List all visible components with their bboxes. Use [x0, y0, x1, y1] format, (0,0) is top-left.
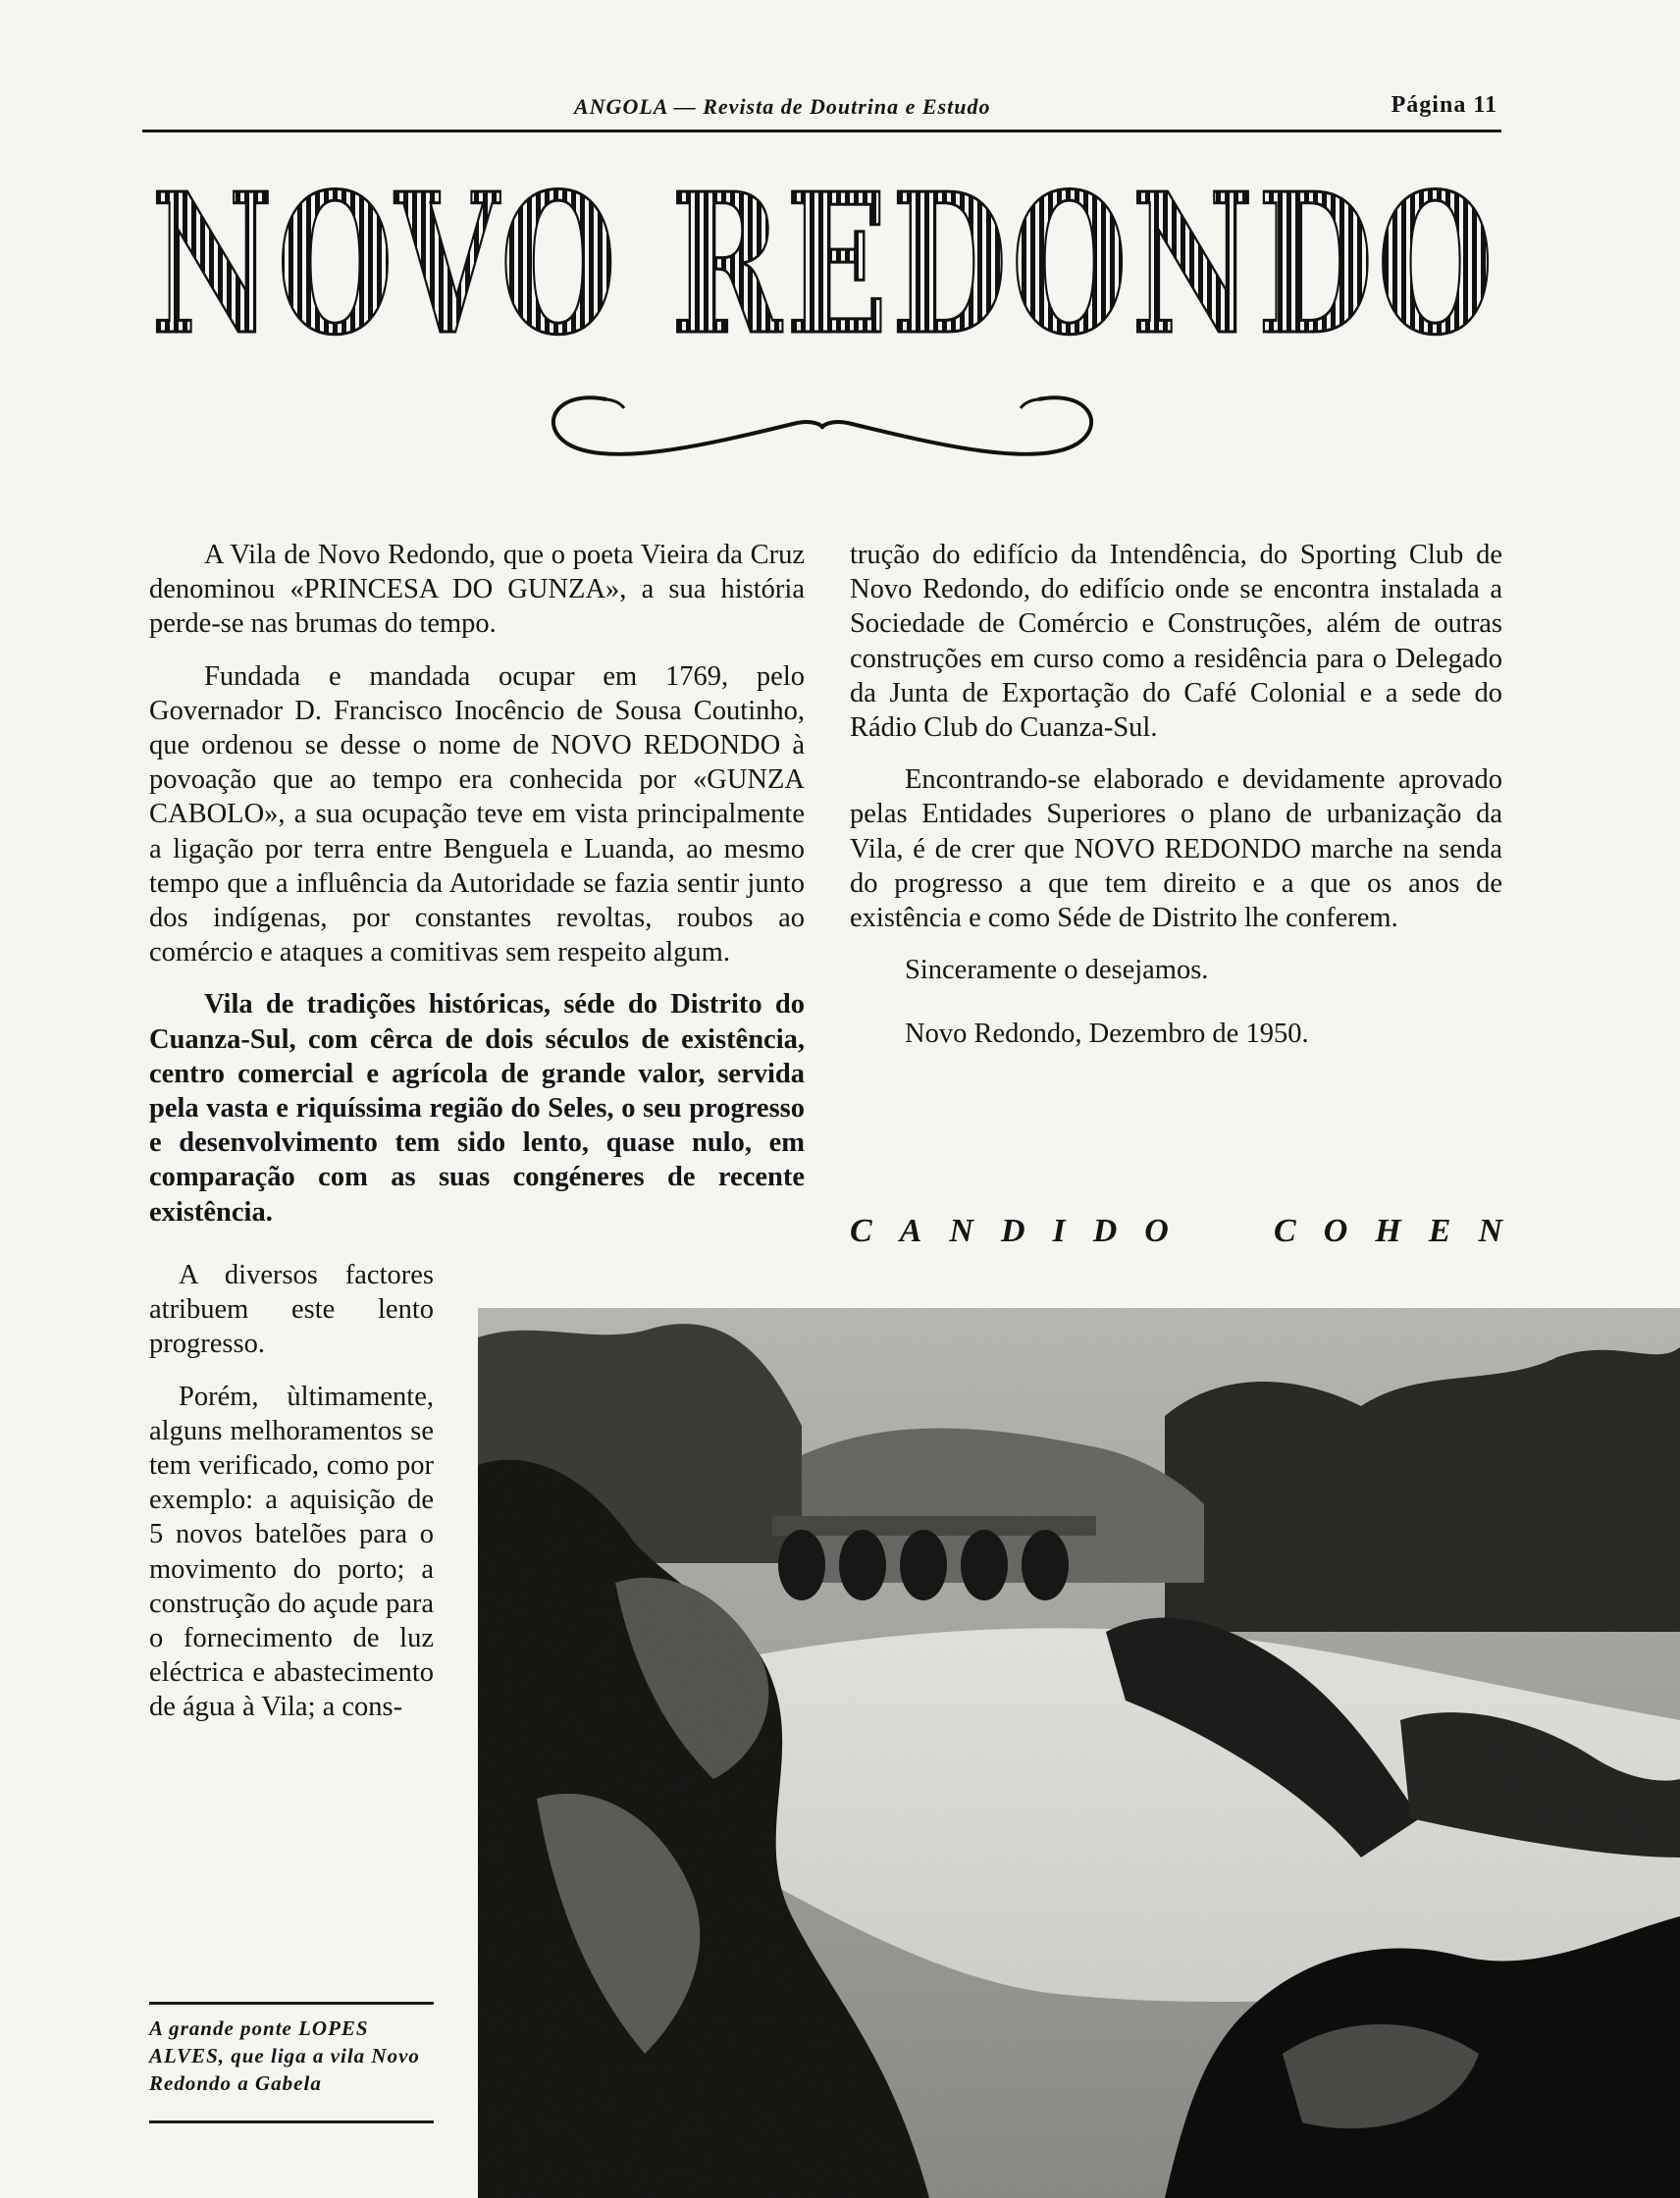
paragraph: Sinceramente o desejamos.: [905, 955, 1209, 986]
running-header: [142, 90, 1501, 132]
paragraph: A Vila de Novo Redondo, que o poeta Vieira da Cruz denominou «PRINCESA DO GUNZA», a sua história perde-se nas brumas do tempo.: [149, 540, 805, 640]
signature-letter: O: [1323, 1213, 1348, 1249]
paragraph: trução do edifício da Intendência, do Sporting Club de Novo Redondo, do edifício onde se encontra instalada a Sociedade de Comércio e Construções, além de outras construções em curso como a residência para o Delegado da Junta de Exportação do Café Colonial e a sede do Rádio Club do Cuanza-Sul.: [850, 540, 1502, 744]
signature-letter: C: [850, 1213, 872, 1249]
title-text: NOVO REDONDO: [151, 175, 1497, 341]
paragraph: A diversos factores atribuem este lento progresso.: [149, 1260, 434, 1360]
signature-letter: H: [1375, 1213, 1401, 1249]
river-bridge-photo: [478, 1308, 1680, 2198]
paragraph: Vila de tradições históricas, séde do Distrito do Cuanza-Sul, com cêrca de dois séculos de existência, centro comercial e agrícola de grande valor, servida pela vasta e riquíssima região do Seles, o seu progresso e desenvolvimento tem sido lento, quase nulo, em comparação com as suas congéneres de recente existência.: [149, 989, 805, 1228]
signature-letter: O: [1144, 1213, 1169, 1249]
signature-letter: C: [1274, 1213, 1296, 1249]
signature-letter: N: [949, 1213, 973, 1249]
signature-letter: A: [899, 1213, 922, 1249]
signature-letter: I: [1052, 1213, 1066, 1249]
signature-last-name: [1274, 1213, 1502, 1250]
signature-letter: D: [1092, 1213, 1118, 1249]
left-narrow-column: [149, 1258, 434, 1743]
signature-letter: D: [1000, 1213, 1025, 1249]
signature-letter: E: [1428, 1213, 1451, 1249]
signature-first-name: [850, 1213, 1169, 1250]
paragraph: Porém, ùltimamente, alguns melhoramentos se tem verificado, como por exemplo: a aquisição de 5 novos batelões para o movimento do porto; a construção do açude para o fornecimento de luz eléctrica e abastecimento de água à Vila; a cons-: [149, 1381, 434, 1723]
left-column: [149, 538, 805, 1247]
paragraph: Fundada e mandada ocupar em 1769, pelo Governador D. Francisco Inocêncio de Sousa Coutinho, que ordenou se desse o nome de NOVO REDONDO à povoação que ao tempo era conhecida por «GUNZA CABOLO», a sua ocupação teve em vista principalmente a ligação por terra entre Benguela e Luanda, ao mesmo tempo que a influência da Autoridade se fazia sentir junto dos indígenas, por constantes revoltas, roubos ao comércio e ataques a comitivas sem respeito algum.: [149, 660, 805, 968]
ornament-swash: [538, 385, 1107, 463]
article-title: [147, 175, 1501, 341]
photo-caption: A grande ponte LOPES ALVES, que liga a vila Novo Redondo a Gabela: [149, 2002, 434, 2123]
author-signature: [850, 1213, 1502, 1250]
page-number: Página 11: [1391, 92, 1497, 118]
paragraph: Novo Redondo, Dezembro de 1950.: [905, 1019, 1309, 1050]
journal-title: ANGOLA — Revista de Doutrina e Estudo: [574, 94, 991, 119]
right-column: [850, 538, 1502, 1070]
signature-letter: N: [1478, 1213, 1502, 1249]
paragraph: Encontrando-se elaborado e devidamente aprovado pelas Entidades Superiores o plano de urbanização da Vila, é de crer que NOVO REDONDO marche na senda do progresso a que tem direito e a que os anos de existência e como Séde de Distrito lhe conferem.: [850, 764, 1502, 934]
